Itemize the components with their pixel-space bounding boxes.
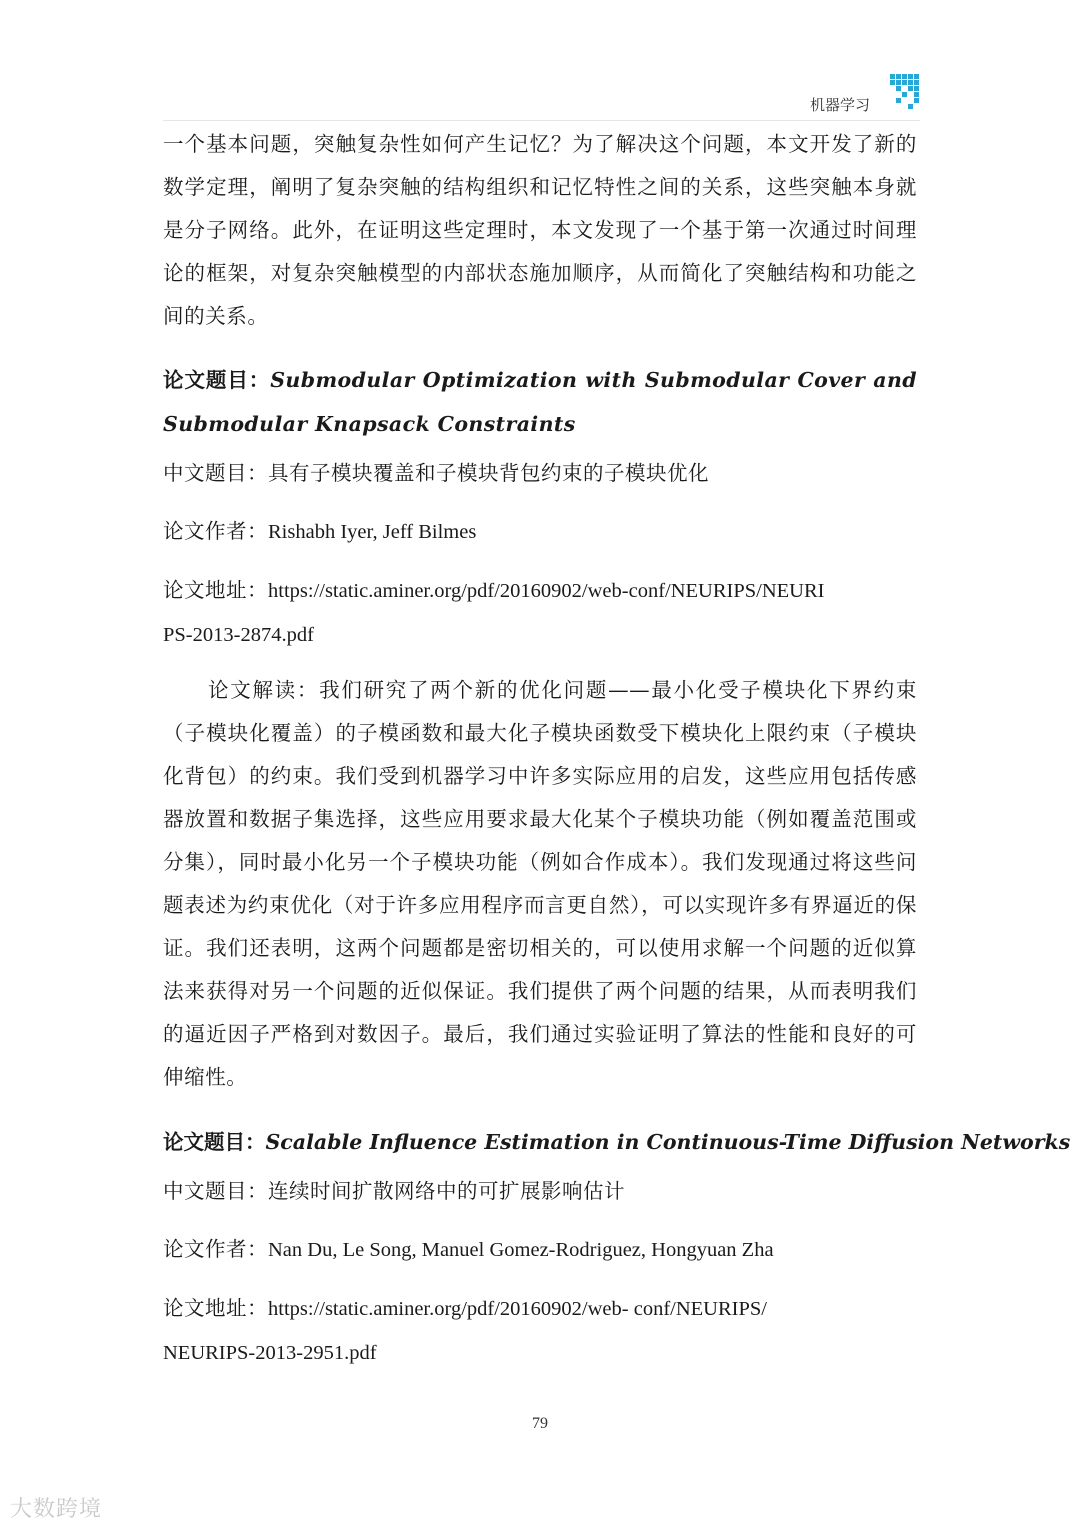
- paper-url-row: [163, 1287, 917, 1375]
- paper-cn-title-label: 中文题目：: [163, 1179, 268, 1203]
- watermark: 大数跨境: [10, 1497, 103, 1522]
- paper-authors-row: [163, 1228, 917, 1272]
- paper-summary: 论文解读：我们研究了两个新的优化问题——最小化受子模块化下界约束（子模块化覆盖）的子模函数和最大化子模块函数受下模块化上限约束（子模块化背包）的约束。我们受到机器学习中许多实际应用的启发，这些应用包括传感器放置和数据子集选择，这些应用要求最大化某个子模块功能（例如覆盖范围或分集），同时最小化另一个子模块功能（例如合作成本）。我们发现通过将这些问题表述为约束优化（对于许多应用程序而言更自然），可以实现许多有界逼近的保证。我们还表明，这两个问题都是密切相关的，可以使用求解一个问题的近似算法来获得对另一个问题的近似保证。我们提供了两个问题的结果，从而表明我们的逼近因子严格到对数因子。最后，我们通过实验证明了算法的性能和良好的可伸缩性。: [163, 678, 917, 1089]
- paper-cn-title: 具有子模块覆盖和子模块背包约束的子模块优化: [268, 461, 709, 485]
- paper-entry: [163, 1121, 1071, 1375]
- paper-title-row: [163, 358, 917, 446]
- paper-title-label: 论文题目：: [163, 368, 271, 392]
- header-label: 机器学习: [809, 96, 870, 114]
- paper-url-row: [163, 569, 917, 657]
- page-content: [163, 123, 1071, 1375]
- paper-cn-title-label: 中文题目：: [163, 461, 268, 485]
- page-number: 79: [532, 1415, 548, 1432]
- paper-authors: Rishabh Iyer, Jeff Bilmes: [268, 521, 477, 543]
- paper-cn-title-row: [163, 1170, 917, 1213]
- paper-url-label: 论文地址：: [163, 578, 268, 602]
- paper-title-label: 论文题目：: [163, 1130, 266, 1154]
- paper-title: Submodular Optimization with Submodular Cover and Submodular Knapsack Constraints: [163, 368, 917, 436]
- header-divider: [163, 120, 920, 121]
- paper-url[interactable]: https://static.aminer.org/pdf/20160902/web-conf/NEURIPS/NEURI: [268, 580, 825, 602]
- paper-authors: Nan Du, Le Song, Manuel Gomez-Rodriguez, Hongyuan Zha: [268, 1239, 774, 1261]
- paper-url-continued[interactable]: NEURIPS-2013-2951.pdf: [163, 1342, 377, 1364]
- brand-logo-icon: [890, 74, 920, 110]
- paper-url[interactable]: https://static.aminer.org/pdf/20160902/web- conf/NEURIPS/: [268, 1298, 767, 1320]
- intro-paragraph: 一个基本问题，突触复杂性如何产生记忆？为了解决这个问题，本文开发了新的数学定理，阐明了复杂突触的结构组织和记忆特性之间的关系，这些突触本身就是分子网络。此外，在证明这些定理时，本文发现了一个基于第一次通过时间理论的框架，对复杂突触模型的内部状态施加顺序，从而简化了突触结构和功能之间的关系。: [163, 132, 917, 328]
- paper-url-continued[interactable]: PS-2013-2874.pdf: [163, 624, 314, 646]
- paper-cn-title: 连续时间扩散网络中的可扩展影响估计: [268, 1179, 625, 1203]
- paper-title-row: [163, 1121, 1071, 1164]
- paper-authors-label: 论文作者：: [163, 1237, 268, 1261]
- paper-entry: [163, 358, 917, 1099]
- paper-authors-label: 论文作者：: [163, 519, 268, 543]
- paper-title: Scalable Influence Estimation in Continuous-Time Diffusion Networks: [265, 1130, 1071, 1154]
- paper-cn-title-row: [163, 452, 917, 495]
- paper-authors-row: [163, 510, 917, 554]
- paper-url-label: 论文地址：: [163, 1296, 268, 1320]
